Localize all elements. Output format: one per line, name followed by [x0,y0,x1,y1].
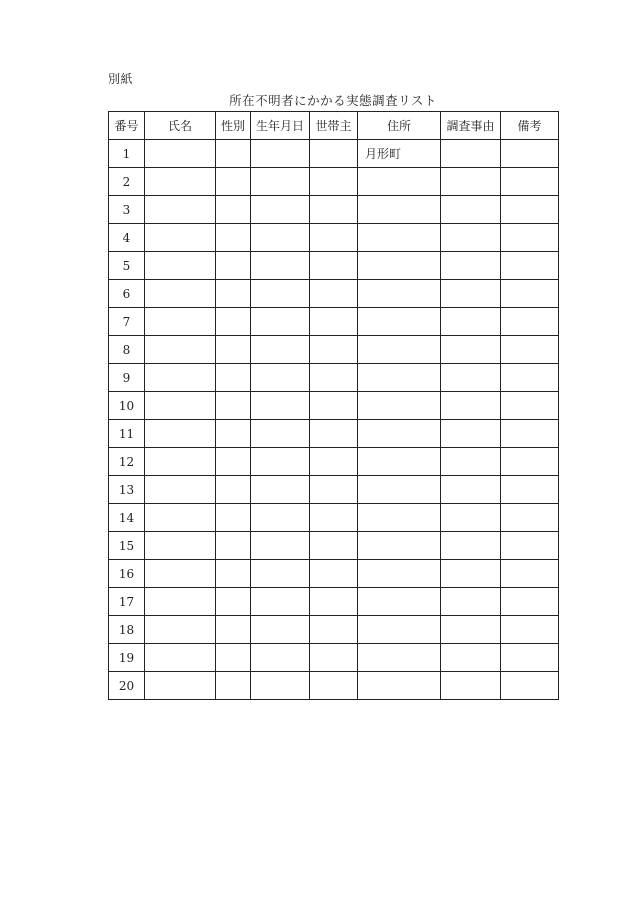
table-row [109,308,559,336]
cell-name [145,168,216,196]
cell-address [358,616,441,644]
header-birthdate: 生年月日 [251,112,310,140]
cell-number: 14 [109,504,145,532]
cell-name [145,336,216,364]
table-row [109,588,559,616]
cell-name [145,532,216,560]
cell-address [358,504,441,532]
cell-birthdate [251,308,310,336]
cell-number: 10 [109,392,145,420]
cell-birthdate [251,280,310,308]
table-row [109,476,559,504]
cell-survey-reason [441,364,501,392]
cell-birthdate [251,504,310,532]
cell-remarks [501,280,559,308]
cell-gender [216,252,251,280]
cell-household-head [310,504,358,532]
table-row [109,672,559,700]
cell-number: 8 [109,336,145,364]
cell-address: 月形町 [358,140,441,168]
cell-remarks [501,224,559,252]
cell-gender [216,168,251,196]
cell-remarks [501,448,559,476]
cell-number: 12 [109,448,145,476]
cell-remarks [501,308,559,336]
table-row [109,504,559,532]
table-row [109,280,559,308]
cell-birthdate [251,364,310,392]
cell-survey-reason [441,448,501,476]
cell-survey-reason [441,588,501,616]
cell-remarks [501,364,559,392]
cell-birthdate [251,252,310,280]
cell-household-head [310,532,358,560]
cell-name [145,588,216,616]
header-address: 住所 [358,112,441,140]
cell-gender [216,196,251,224]
cell-survey-reason [441,196,501,224]
cell-number: 2 [109,168,145,196]
cell-survey-reason [441,532,501,560]
cell-remarks [501,420,559,448]
cell-number: 4 [109,224,145,252]
header-number: 番号 [109,112,145,140]
cell-remarks [501,644,559,672]
cell-remarks [501,140,559,168]
cell-number: 17 [109,588,145,616]
cell-gender [216,504,251,532]
cell-number: 18 [109,616,145,644]
survey-table [108,111,559,700]
cell-name [145,476,216,504]
cell-name [145,224,216,252]
cell-birthdate [251,420,310,448]
cell-birthdate [251,616,310,644]
header-name: 氏名 [145,112,216,140]
cell-remarks [501,588,559,616]
cell-birthdate [251,224,310,252]
cell-address [358,168,441,196]
cell-remarks [501,504,559,532]
cell-remarks [501,672,559,700]
cell-name [145,448,216,476]
cell-name [145,308,216,336]
cell-address [358,308,441,336]
cell-survey-reason [441,224,501,252]
cell-household-head [310,644,358,672]
table-row [109,336,559,364]
cell-household-head [310,196,358,224]
cell-household-head [310,392,358,420]
cell-name [145,252,216,280]
cell-survey-reason [441,616,501,644]
cell-name [145,616,216,644]
cell-remarks [501,196,559,224]
cell-remarks [501,476,559,504]
table-row [109,644,559,672]
cell-birthdate [251,588,310,616]
table-row [109,140,559,168]
cell-survey-reason [441,672,501,700]
cell-remarks [501,560,559,588]
cell-household-head [310,224,358,252]
cell-name [145,672,216,700]
cell-gender [216,280,251,308]
cell-number: 11 [109,420,145,448]
cell-gender [216,392,251,420]
cell-number: 9 [109,364,145,392]
cell-survey-reason [441,504,501,532]
table-row [109,392,559,420]
cell-remarks [501,616,559,644]
cell-survey-reason [441,392,501,420]
header-household-head: 世帯主 [310,112,358,140]
header-gender: 性別 [216,112,251,140]
header-survey-reason: 調査事由 [441,112,501,140]
cell-address [358,448,441,476]
cell-number: 13 [109,476,145,504]
cell-gender [216,364,251,392]
table-row [109,560,559,588]
document-title: 所在不明者にかかる実態調査リスト [229,93,437,108]
cell-address [358,364,441,392]
cell-survey-reason [441,644,501,672]
cell-survey-reason [441,280,501,308]
cell-gender [216,672,251,700]
cell-name [145,420,216,448]
cell-name [145,364,216,392]
cell-remarks [501,252,559,280]
cell-gender [216,224,251,252]
table-row [109,168,559,196]
cell-name [145,196,216,224]
cell-address [358,224,441,252]
cell-household-head [310,588,358,616]
cell-survey-reason [441,168,501,196]
cell-birthdate [251,392,310,420]
cell-household-head [310,280,358,308]
header-remarks: 備考 [501,112,559,140]
cell-survey-reason [441,560,501,588]
cell-household-head [310,560,358,588]
cell-gender [216,336,251,364]
table-row [109,532,559,560]
cell-remarks [501,532,559,560]
cell-number: 7 [109,308,145,336]
cell-birthdate [251,476,310,504]
cell-birthdate [251,448,310,476]
cell-gender [216,140,251,168]
cell-gender [216,476,251,504]
cell-number: 16 [109,560,145,588]
cell-birthdate [251,140,310,168]
cell-address [358,644,441,672]
cell-survey-reason [441,252,501,280]
table-row [109,364,559,392]
cell-household-head [310,140,358,168]
cell-survey-reason [441,420,501,448]
cell-address [358,476,441,504]
cell-number: 19 [109,644,145,672]
cell-name [145,560,216,588]
cell-household-head [310,616,358,644]
cell-birthdate [251,560,310,588]
table-row [109,224,559,252]
cell-survey-reason [441,476,501,504]
cell-address [358,588,441,616]
table-row [109,420,559,448]
table-body [109,140,559,700]
cell-address [358,280,441,308]
cell-gender [216,308,251,336]
cell-birthdate [251,196,310,224]
cell-address [358,672,441,700]
table-row [109,616,559,644]
cell-remarks [501,336,559,364]
cell-survey-reason [441,336,501,364]
cell-remarks [501,168,559,196]
cell-gender [216,616,251,644]
cell-gender [216,588,251,616]
cell-address [358,420,441,448]
cell-number: 6 [109,280,145,308]
cell-number: 3 [109,196,145,224]
cell-name [145,392,216,420]
table-header-row [109,112,559,140]
cell-household-head [310,336,358,364]
cell-household-head [310,672,358,700]
cell-number: 1 [109,140,145,168]
cell-name [145,140,216,168]
cell-address [358,336,441,364]
cell-address [358,196,441,224]
table-row [109,196,559,224]
cell-address [358,252,441,280]
cell-household-head [310,252,358,280]
cell-name [145,504,216,532]
cell-gender [216,420,251,448]
cell-number: 15 [109,532,145,560]
cell-birthdate [251,532,310,560]
cell-household-head [310,448,358,476]
cell-address [358,532,441,560]
cell-survey-reason [441,308,501,336]
cell-gender [216,448,251,476]
cell-birthdate [251,168,310,196]
table-row [109,448,559,476]
cell-birthdate [251,336,310,364]
cell-household-head [310,308,358,336]
cell-remarks [501,392,559,420]
cell-household-head [310,420,358,448]
cell-household-head [310,476,358,504]
cell-number: 5 [109,252,145,280]
cell-birthdate [251,672,310,700]
cell-gender [216,644,251,672]
cell-address [358,560,441,588]
cell-survey-reason [441,140,501,168]
cell-gender [216,560,251,588]
attachment-label: 別紙 [108,72,134,86]
cell-name [145,280,216,308]
cell-number: 20 [109,672,145,700]
table-row [109,252,559,280]
cell-gender [216,532,251,560]
cell-household-head [310,364,358,392]
cell-address [358,392,441,420]
cell-birthdate [251,644,310,672]
cell-household-head [310,168,358,196]
cell-name [145,644,216,672]
